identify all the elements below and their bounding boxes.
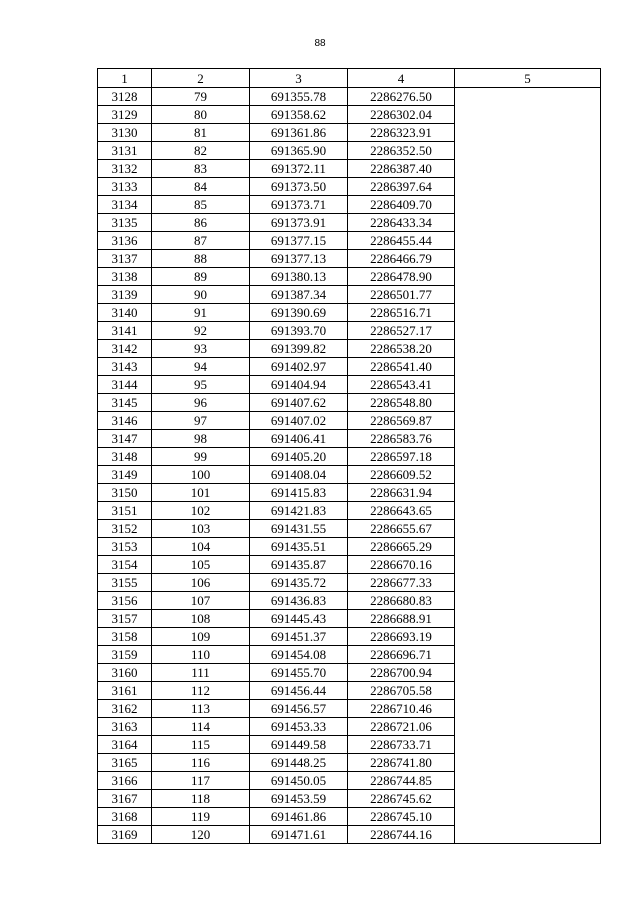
y-coordinate-cell: 2286323.91 bbox=[348, 124, 455, 142]
y-coordinate-cell: 2286501.77 bbox=[348, 286, 455, 304]
point-number-cell: 98 bbox=[152, 430, 250, 448]
row-index-cell: 3153 bbox=[98, 538, 152, 556]
x-coordinate-cell: 691387.34 bbox=[250, 286, 348, 304]
column-header-2: 2 bbox=[152, 69, 250, 88]
row-index-cell: 3131 bbox=[98, 142, 152, 160]
column-header-1: 1 bbox=[98, 69, 152, 88]
x-coordinate-cell: 691453.33 bbox=[250, 718, 348, 736]
notes-cell bbox=[455, 88, 601, 844]
x-coordinate-cell: 691405.20 bbox=[250, 448, 348, 466]
y-coordinate-cell: 2286352.50 bbox=[348, 142, 455, 160]
point-number-cell: 113 bbox=[152, 700, 250, 718]
y-coordinate-cell: 2286538.20 bbox=[348, 340, 455, 358]
point-number-cell: 118 bbox=[152, 790, 250, 808]
row-index-cell: 3148 bbox=[98, 448, 152, 466]
y-coordinate-cell: 2286721.06 bbox=[348, 718, 455, 736]
y-coordinate-cell: 2286680.83 bbox=[348, 592, 455, 610]
y-coordinate-cell: 2286466.79 bbox=[348, 250, 455, 268]
x-coordinate-cell: 691436.83 bbox=[250, 592, 348, 610]
x-coordinate-cell: 691454.08 bbox=[250, 646, 348, 664]
point-number-cell: 83 bbox=[152, 160, 250, 178]
x-coordinate-cell: 691407.02 bbox=[250, 412, 348, 430]
point-number-cell: 85 bbox=[152, 196, 250, 214]
row-index-cell: 3157 bbox=[98, 610, 152, 628]
y-coordinate-cell: 2286710.46 bbox=[348, 700, 455, 718]
point-number-cell: 116 bbox=[152, 754, 250, 772]
x-coordinate-cell: 691365.90 bbox=[250, 142, 348, 160]
row-index-cell: 3144 bbox=[98, 376, 152, 394]
point-number-cell: 87 bbox=[152, 232, 250, 250]
row-index-cell: 3135 bbox=[98, 214, 152, 232]
y-coordinate-cell: 2286478.90 bbox=[348, 268, 455, 286]
row-index-cell: 3134 bbox=[98, 196, 152, 214]
y-coordinate-cell: 2286665.29 bbox=[348, 538, 455, 556]
row-index-cell: 3151 bbox=[98, 502, 152, 520]
point-number-cell: 109 bbox=[152, 628, 250, 646]
row-index-cell: 3147 bbox=[98, 430, 152, 448]
point-number-cell: 96 bbox=[152, 394, 250, 412]
y-coordinate-cell: 2286543.41 bbox=[348, 376, 455, 394]
point-number-cell: 112 bbox=[152, 682, 250, 700]
point-number-cell: 84 bbox=[152, 178, 250, 196]
y-coordinate-cell: 2286433.34 bbox=[348, 214, 455, 232]
x-coordinate-cell: 691455.70 bbox=[250, 664, 348, 682]
row-index-cell: 3160 bbox=[98, 664, 152, 682]
column-header-3: 3 bbox=[250, 69, 348, 88]
point-number-cell: 81 bbox=[152, 124, 250, 142]
x-coordinate-cell: 691393.70 bbox=[250, 322, 348, 340]
y-coordinate-cell: 2286397.64 bbox=[348, 178, 455, 196]
row-index-cell: 3138 bbox=[98, 268, 152, 286]
y-coordinate-cell: 2286696.71 bbox=[348, 646, 455, 664]
point-number-cell: 80 bbox=[152, 106, 250, 124]
point-number-cell: 91 bbox=[152, 304, 250, 322]
y-coordinate-cell: 2286670.16 bbox=[348, 556, 455, 574]
row-index-cell: 3163 bbox=[98, 718, 152, 736]
x-coordinate-cell: 691471.61 bbox=[250, 826, 348, 844]
row-index-cell: 3129 bbox=[98, 106, 152, 124]
row-index-cell: 3156 bbox=[98, 592, 152, 610]
row-index-cell: 3137 bbox=[98, 250, 152, 268]
y-coordinate-cell: 2286744.16 bbox=[348, 826, 455, 844]
row-index-cell: 3133 bbox=[98, 178, 152, 196]
x-coordinate-cell: 691404.94 bbox=[250, 376, 348, 394]
x-coordinate-cell: 691449.58 bbox=[250, 736, 348, 754]
x-coordinate-cell: 691415.83 bbox=[250, 484, 348, 502]
x-coordinate-cell: 691435.51 bbox=[250, 538, 348, 556]
x-coordinate-cell: 691456.57 bbox=[250, 700, 348, 718]
x-coordinate-cell: 691445.43 bbox=[250, 610, 348, 628]
x-coordinate-cell: 691456.44 bbox=[250, 682, 348, 700]
y-coordinate-cell: 2286583.76 bbox=[348, 430, 455, 448]
y-coordinate-cell: 2286597.18 bbox=[348, 448, 455, 466]
y-coordinate-cell: 2286387.40 bbox=[348, 160, 455, 178]
row-index-cell: 3169 bbox=[98, 826, 152, 844]
point-number-cell: 108 bbox=[152, 610, 250, 628]
point-number-cell: 117 bbox=[152, 772, 250, 790]
y-coordinate-cell: 2286455.44 bbox=[348, 232, 455, 250]
table-body bbox=[98, 88, 601, 844]
row-index-cell: 3143 bbox=[98, 358, 152, 376]
row-index-cell: 3168 bbox=[98, 808, 152, 826]
point-number-cell: 82 bbox=[152, 142, 250, 160]
column-header-5: 5 bbox=[455, 69, 601, 88]
point-number-cell: 120 bbox=[152, 826, 250, 844]
row-index-cell: 3139 bbox=[98, 286, 152, 304]
x-coordinate-cell: 691453.59 bbox=[250, 790, 348, 808]
point-number-cell: 90 bbox=[152, 286, 250, 304]
y-coordinate-cell: 2286302.04 bbox=[348, 106, 455, 124]
row-index-cell: 3128 bbox=[98, 88, 152, 106]
row-index-cell: 3164 bbox=[98, 736, 152, 754]
point-number-cell: 79 bbox=[152, 88, 250, 106]
y-coordinate-cell: 2286655.67 bbox=[348, 520, 455, 538]
coordinates-table bbox=[97, 68, 601, 844]
row-index-cell: 3167 bbox=[98, 790, 152, 808]
point-number-cell: 88 bbox=[152, 250, 250, 268]
row-index-cell: 3130 bbox=[98, 124, 152, 142]
x-coordinate-cell: 691361.86 bbox=[250, 124, 348, 142]
y-coordinate-cell: 2286745.10 bbox=[348, 808, 455, 826]
point-number-cell: 103 bbox=[152, 520, 250, 538]
column-header-4: 4 bbox=[348, 69, 455, 88]
point-number-cell: 97 bbox=[152, 412, 250, 430]
point-number-cell: 119 bbox=[152, 808, 250, 826]
point-number-cell: 94 bbox=[152, 358, 250, 376]
x-coordinate-cell: 691451.37 bbox=[250, 628, 348, 646]
point-number-cell: 102 bbox=[152, 502, 250, 520]
x-coordinate-cell: 691421.83 bbox=[250, 502, 348, 520]
point-number-cell: 95 bbox=[152, 376, 250, 394]
point-number-cell: 106 bbox=[152, 574, 250, 592]
x-coordinate-cell: 691377.13 bbox=[250, 250, 348, 268]
point-number-cell: 99 bbox=[152, 448, 250, 466]
y-coordinate-cell: 2286705.58 bbox=[348, 682, 455, 700]
row-index-cell: 3146 bbox=[98, 412, 152, 430]
y-coordinate-cell: 2286677.33 bbox=[348, 574, 455, 592]
y-coordinate-cell: 2286609.52 bbox=[348, 466, 455, 484]
y-coordinate-cell: 2286541.40 bbox=[348, 358, 455, 376]
x-coordinate-cell: 691390.69 bbox=[250, 304, 348, 322]
row-index-cell: 3142 bbox=[98, 340, 152, 358]
x-coordinate-cell: 691407.62 bbox=[250, 394, 348, 412]
y-coordinate-cell: 2286409.70 bbox=[348, 196, 455, 214]
x-coordinate-cell: 691461.86 bbox=[250, 808, 348, 826]
row-index-cell: 3154 bbox=[98, 556, 152, 574]
x-coordinate-cell: 691431.55 bbox=[250, 520, 348, 538]
x-coordinate-cell: 691380.13 bbox=[250, 268, 348, 286]
point-number-cell: 104 bbox=[152, 538, 250, 556]
table-header bbox=[98, 69, 601, 88]
y-coordinate-cell: 2286516.71 bbox=[348, 304, 455, 322]
y-coordinate-cell: 2286745.62 bbox=[348, 790, 455, 808]
point-number-cell: 114 bbox=[152, 718, 250, 736]
x-coordinate-cell: 691435.72 bbox=[250, 574, 348, 592]
row-index-cell: 3150 bbox=[98, 484, 152, 502]
y-coordinate-cell: 2286548.80 bbox=[348, 394, 455, 412]
point-number-cell: 105 bbox=[152, 556, 250, 574]
row-index-cell: 3141 bbox=[98, 322, 152, 340]
row-index-cell: 3162 bbox=[98, 700, 152, 718]
point-number-cell: 111 bbox=[152, 664, 250, 682]
row-index-cell: 3152 bbox=[98, 520, 152, 538]
point-number-cell: 89 bbox=[152, 268, 250, 286]
y-coordinate-cell: 2286741.80 bbox=[348, 754, 455, 772]
point-number-cell: 93 bbox=[152, 340, 250, 358]
x-coordinate-cell: 691450.05 bbox=[250, 772, 348, 790]
x-coordinate-cell: 691373.91 bbox=[250, 214, 348, 232]
x-coordinate-cell: 691402.97 bbox=[250, 358, 348, 376]
x-coordinate-cell: 691435.87 bbox=[250, 556, 348, 574]
row-index-cell: 3155 bbox=[98, 574, 152, 592]
row-index-cell: 3158 bbox=[98, 628, 152, 646]
table-row bbox=[98, 88, 601, 106]
y-coordinate-cell: 2286744.85 bbox=[348, 772, 455, 790]
point-number-cell: 100 bbox=[152, 466, 250, 484]
x-coordinate-cell: 691355.78 bbox=[250, 88, 348, 106]
point-number-cell: 110 bbox=[152, 646, 250, 664]
row-index-cell: 3161 bbox=[98, 682, 152, 700]
row-index-cell: 3136 bbox=[98, 232, 152, 250]
y-coordinate-cell: 2286276.50 bbox=[348, 88, 455, 106]
y-coordinate-cell: 2286643.65 bbox=[348, 502, 455, 520]
row-index-cell: 3166 bbox=[98, 772, 152, 790]
y-coordinate-cell: 2286700.94 bbox=[348, 664, 455, 682]
y-coordinate-cell: 2286527.17 bbox=[348, 322, 455, 340]
x-coordinate-cell: 691406.41 bbox=[250, 430, 348, 448]
row-index-cell: 3140 bbox=[98, 304, 152, 322]
x-coordinate-cell: 691399.82 bbox=[250, 340, 348, 358]
x-coordinate-cell: 691372.11 bbox=[250, 160, 348, 178]
point-number-cell: 101 bbox=[152, 484, 250, 502]
y-coordinate-cell: 2286631.94 bbox=[348, 484, 455, 502]
point-number-cell: 92 bbox=[152, 322, 250, 340]
y-coordinate-cell: 2286733.71 bbox=[348, 736, 455, 754]
header-row bbox=[98, 69, 601, 88]
x-coordinate-cell: 691408.04 bbox=[250, 466, 348, 484]
y-coordinate-cell: 2286693.19 bbox=[348, 628, 455, 646]
x-coordinate-cell: 691373.71 bbox=[250, 196, 348, 214]
y-coordinate-cell: 2286688.91 bbox=[348, 610, 455, 628]
point-number-cell: 107 bbox=[152, 592, 250, 610]
point-number-cell: 86 bbox=[152, 214, 250, 232]
y-coordinate-cell: 2286569.87 bbox=[348, 412, 455, 430]
row-index-cell: 3149 bbox=[98, 466, 152, 484]
row-index-cell: 3132 bbox=[98, 160, 152, 178]
page-number: 88 bbox=[314, 38, 326, 49]
x-coordinate-cell: 691358.62 bbox=[250, 106, 348, 124]
x-coordinate-cell: 691373.50 bbox=[250, 178, 348, 196]
row-index-cell: 3165 bbox=[98, 754, 152, 772]
x-coordinate-cell: 691448.25 bbox=[250, 754, 348, 772]
point-number-cell: 115 bbox=[152, 736, 250, 754]
row-index-cell: 3145 bbox=[98, 394, 152, 412]
x-coordinate-cell: 691377.15 bbox=[250, 232, 348, 250]
row-index-cell: 3159 bbox=[98, 646, 152, 664]
